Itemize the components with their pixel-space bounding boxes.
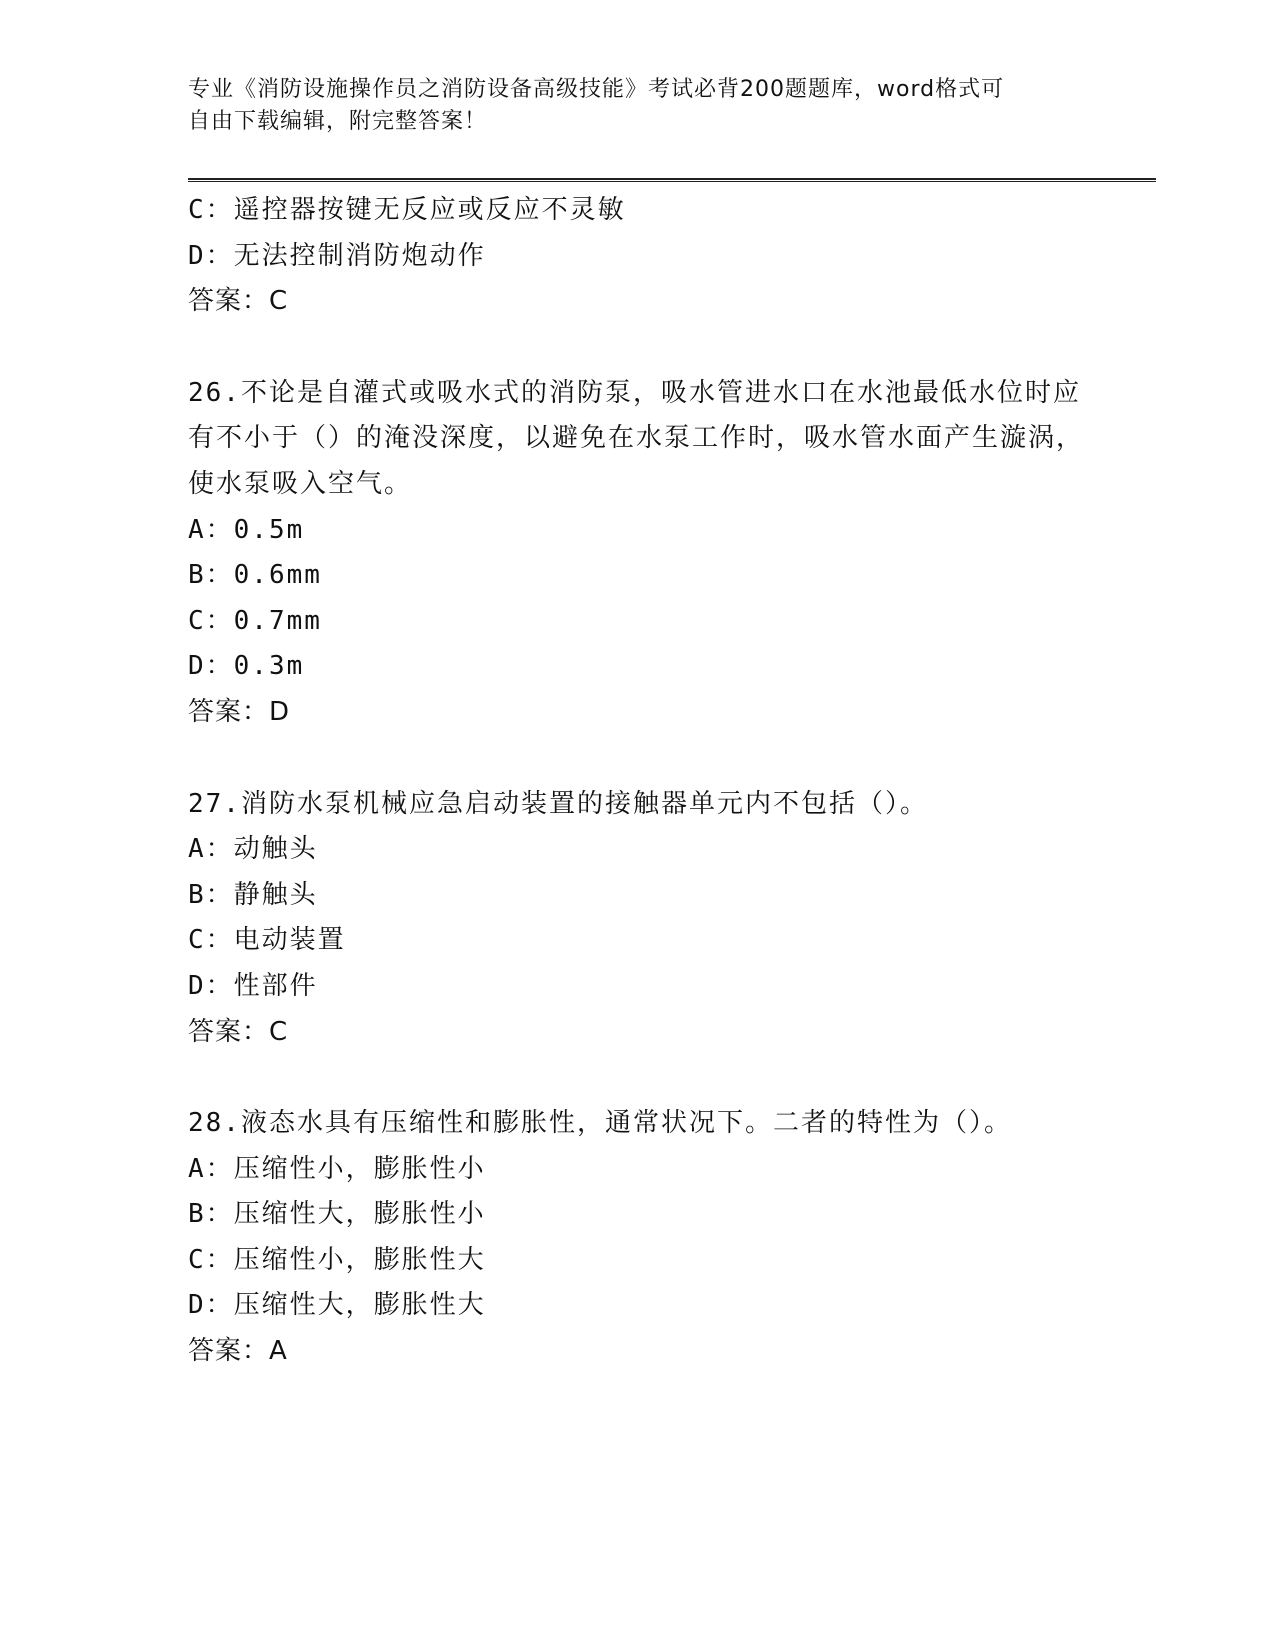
option-c: C：电动装置 [188,925,346,956]
option-c: C：0.7mm [188,605,322,636]
option-b: B：静触头 [188,879,318,910]
header-line-1: 专业《消防设施操作员之消防设备高级技能》考试必背200题题库，word格式可 [188,77,1005,102]
option-a: A：压缩性小，膨胀性小 [188,1153,486,1184]
option-b: B：压缩性大，膨胀性小 [188,1199,486,1230]
answer: 答案：A [188,1336,288,1367]
spacer [188,1055,1088,1101]
header-line-2: 自由下载编辑，附完整答案！ [188,109,488,134]
option-c: C：压缩性小，膨胀性大 [188,1244,486,1275]
option-a: A：动触头 [188,834,318,865]
option-d: D：无法控制消防炮动作 [188,240,486,271]
document-header [188,74,1088,138]
header-divider [188,178,1156,182]
question-26 [188,371,1088,736]
question-27 [188,782,1088,1056]
answer: 答案：C [188,1016,289,1047]
spacer [188,325,1088,371]
question-content [188,188,1088,1375]
option-d: D：0.3m [188,651,305,682]
spacer [188,736,1088,782]
option-d: D：压缩性大，膨胀性大 [188,1290,486,1321]
option-b: B：0.6mm [188,560,322,591]
question-stem: 28.液态水具有压缩性和膨胀性，通常状况下。二者的特性为（）。 [188,1108,1012,1139]
question-28 [188,1101,1088,1375]
previous-question-tail [188,188,1088,325]
answer: 答案：C [188,286,289,317]
option-c: C：遥控器按键无反应或反应不灵敏 [188,195,626,225]
option-a: A：0.5m [188,514,305,545]
answer: 答案：D [188,696,291,727]
question-stem: 26.不论是自灌式或吸水式的消防泵，吸水管进水口在水池最低水位时应有不小于（）的淹没深度，以避免在水泵工作时，吸水管水面产生漩涡，使水泵吸入空气。 [188,377,1085,499]
option-d: D：性部件 [188,970,318,1001]
question-stem: 27.消防水泵机械应急启动装置的接触器单元内不包括（）。 [188,788,928,819]
